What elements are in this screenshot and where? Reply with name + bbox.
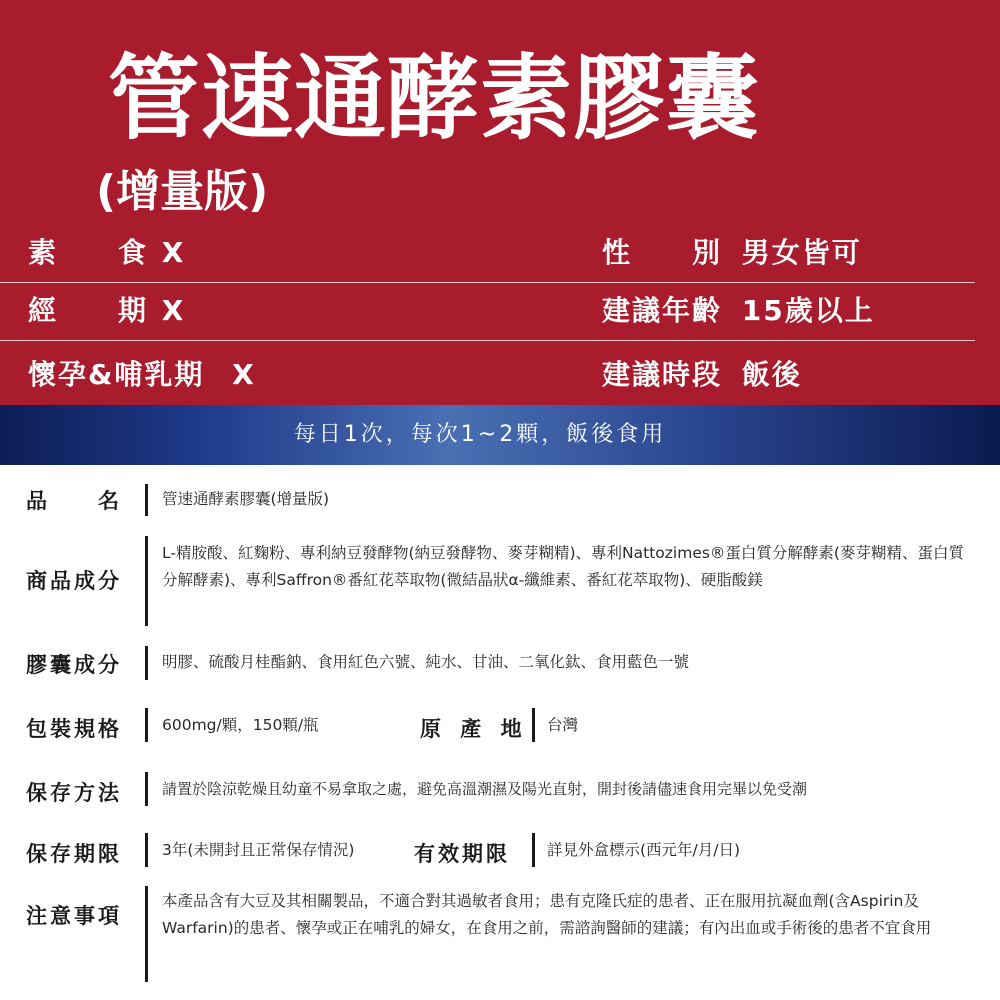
spec-gender-value: 男女皆可: [741, 236, 862, 269]
divider-bar: [145, 886, 148, 982]
spec-menstruation: [28, 294, 183, 328]
spec-age: [602, 294, 875, 328]
header-panel: [0, 0, 1000, 405]
divider-bar: [532, 833, 535, 867]
shelf-life-value: 3年(未開封且正常保存情況): [162, 841, 355, 859]
spec-timing-value: 飯後: [741, 358, 802, 391]
origin-label: 原 產 地: [420, 717, 528, 741]
divider-bar: [145, 536, 148, 626]
ingredients-value: L-精胺酸、紅麴粉、專利納豆發酵物(納豆發酵物、麥芽糊精)、專利Nattozimes®蛋白質分解酵素(麥芽糊精、蛋白質分解酵素)、專利Saffron®番紅花萃取物(微結晶狀α-纖維素、番紅花萃取物)、硬脂酸鎂: [162, 544, 964, 589]
expiry-label: 有效期限: [414, 842, 510, 866]
spec-vegetarian: [28, 236, 183, 270]
spec-menstruation-value: X: [161, 294, 184, 327]
storage-value: 請置於陰涼乾燥且幼童不易拿取之處，避免高溫潮濕及陽光直射，開封後請儘速食用完畢以免受潮: [162, 780, 808, 798]
capsule-label: 膠囊成分: [26, 653, 122, 677]
divider: [0, 282, 600, 283]
divider-bar: [145, 833, 148, 867]
storage-label: 保存方法: [26, 781, 122, 805]
caution-label: 注意事項: [26, 904, 122, 928]
ingredients-label: 商品成分: [26, 569, 122, 593]
spec-gender-label: 性 別: [602, 236, 723, 269]
product-subtitle: (增量版): [96, 166, 269, 217]
shelf-life-label: 保存期限: [26, 842, 122, 866]
spec-vegetarian-value: X: [161, 236, 184, 269]
spec-age-label: 建議年齡: [602, 294, 723, 327]
divider-bar: [145, 484, 148, 516]
spec-age-value: 15歲以上: [741, 294, 875, 327]
divider-bar: [145, 708, 148, 742]
package-value: 600mg/顆，150顆/瓶: [162, 716, 319, 734]
divider: [600, 282, 975, 283]
spec-gender: [602, 236, 862, 270]
divider: [600, 340, 975, 341]
spec-vegetarian-label: 素 食: [28, 236, 149, 269]
divider-bar: [145, 772, 148, 806]
expiry-value: 詳見外盒標示(西元年/月/日): [547, 841, 741, 859]
caution-value: 本產品含有大豆及其相關製品，不適合對其過敏者食用；患有克隆氏症的患者、正在服用抗凝血劑(含Aspirin及Warfarin)的患者、懷孕或正在哺乳的婦女，在食用之前，需諮詢醫師的建議；有內出血或手術後的患者不宜食用: [162, 892, 932, 937]
spec-menstruation-label: 經 期: [28, 294, 149, 327]
spec-timing-label: 建議時段: [602, 358, 723, 391]
product-name-label: 品 名: [26, 489, 122, 513]
product-name-value: 管速通酵素膠囊(增量版): [162, 490, 330, 508]
spec-pregnancy-label: 懷孕&哺乳期: [28, 358, 205, 391]
dosage-band: [0, 405, 1000, 465]
spec-timing: [602, 358, 802, 392]
dosage-text: 每日1次，每次1~2顆，飯後食用: [293, 422, 667, 447]
divider-bar: [145, 646, 148, 680]
divider-bar: [532, 708, 535, 742]
capsule-value: 明膠、硫酸月桂酯鈉、食用紅色六號、純水、甘油、二氧化鈦、食用藍色一號: [162, 653, 690, 671]
package-label: 包裝規格: [26, 717, 122, 741]
origin-value: 台灣: [547, 716, 579, 734]
spec-pregnancy-value: X: [232, 358, 254, 391]
product-title: 管速通酵素膠囊: [108, 45, 760, 152]
spec-pregnancy: [28, 358, 254, 392]
divider: [0, 340, 600, 341]
